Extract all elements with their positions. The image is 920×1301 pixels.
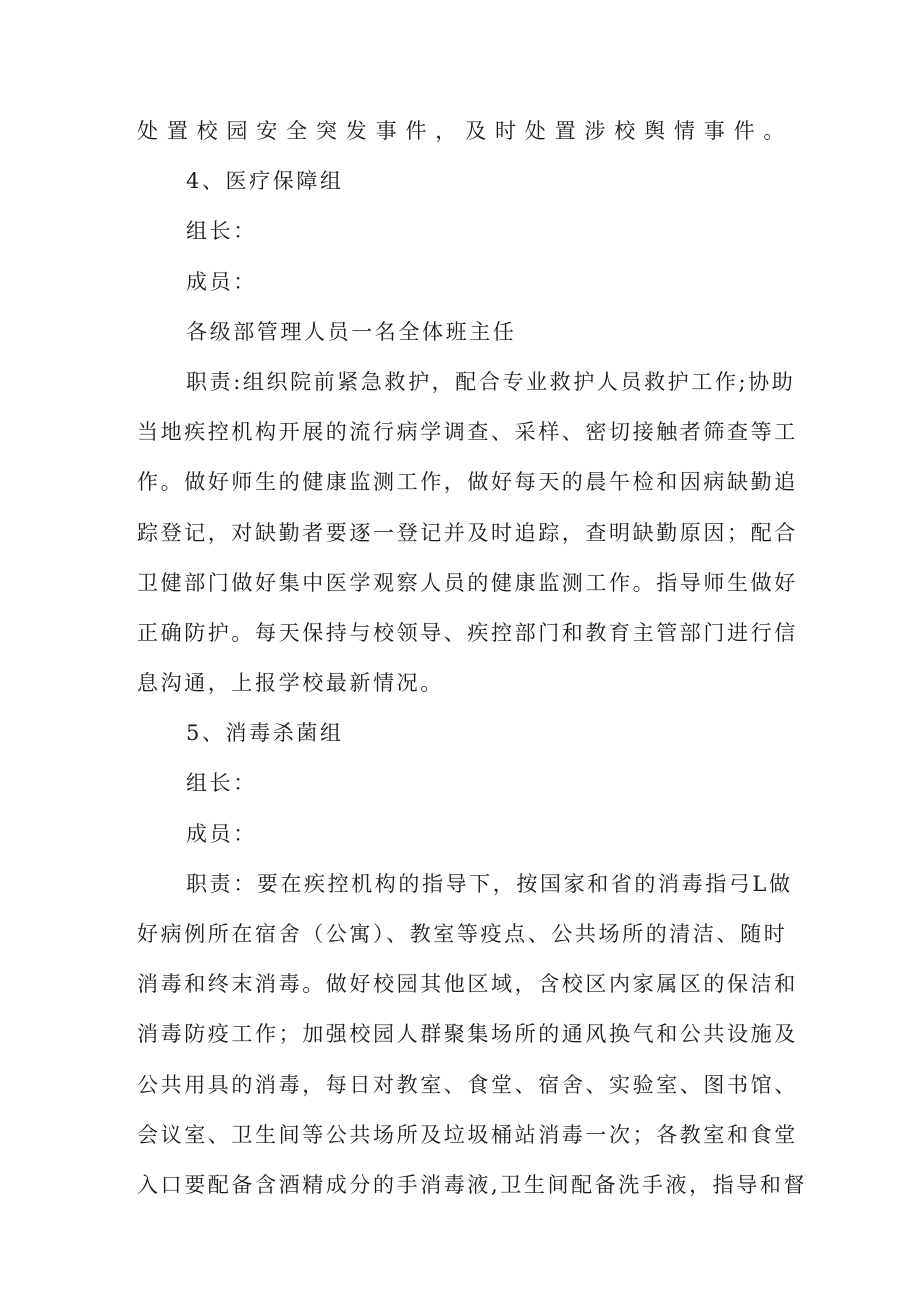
group-members-label xyxy=(137,815,787,865)
paragraph-line xyxy=(137,514,798,564)
section-heading-disinfection xyxy=(137,714,787,764)
paragraph-line xyxy=(137,1066,798,1116)
body-text: 职责:组织院前紧急救护，配合专业救护人员救护工作;协助 xyxy=(186,369,796,394)
paragraph-line xyxy=(137,413,798,463)
members-list xyxy=(137,313,787,363)
body-text: 作。做好师生的健康监测工作，做好每天的晨午检和因病缺勤追 xyxy=(137,470,798,495)
paragraph-line xyxy=(137,1015,798,1065)
body-text: 踪登记，对缺勤者要逐一登记并及时追踪，查明缺勤原因；配合 xyxy=(137,520,798,545)
body-text: 入口要配备含酒精成分的手消毒液,卫生间配备洗手液，指导和督 xyxy=(137,1172,808,1197)
body-text: 消毒防疫工作；加强校园人群聚集场所的通风换气和公共设施及 xyxy=(137,1022,798,1047)
paragraph-line xyxy=(137,865,793,915)
paragraph-line xyxy=(137,965,798,1015)
body-text: 各级部管理人员一名全体班主任 xyxy=(186,319,517,344)
paragraph-line xyxy=(137,463,798,513)
paragraph-line xyxy=(137,915,787,965)
body-text: 职责：要在疾控机构的指导下，按国家和省的消毒指弓L做 xyxy=(186,871,793,896)
group-leader-label xyxy=(137,764,787,814)
paragraph-line xyxy=(137,112,787,162)
label-text: 组长： xyxy=(186,219,257,244)
paragraph-line xyxy=(137,1116,798,1166)
paragraph-line xyxy=(137,664,787,714)
heading-text: 5、消毒杀菌组 xyxy=(186,721,344,746)
body-text: 卫健部门做好集中医学观察人员的健康监测工作。指导师生做好 xyxy=(137,570,798,595)
section-heading-medical xyxy=(137,162,787,212)
body-text: 息沟通，上报学校最新情况。 xyxy=(137,671,444,696)
body-text: 消毒和终末消毒。做好校园其他区域，含校区内家属区的保洁和 xyxy=(137,972,798,997)
group-members-label xyxy=(137,263,787,313)
paragraph-line xyxy=(137,614,798,664)
body-text: 正确防护。每天保持与校领导、疾控部门和教育主管部门进行信 xyxy=(137,620,798,645)
paragraph-line xyxy=(137,564,798,614)
paragraph-line xyxy=(137,1166,808,1216)
body-text: 当地疾控机构开展的流行病学调查、采样、密切接触者筛查等工 xyxy=(137,420,798,445)
label-text: 成员： xyxy=(186,269,257,294)
label-text: 组长： xyxy=(186,771,257,796)
body-text: 好病例所在宿舍（公寓）、教室等疫点、公共场所的清洁、随时 xyxy=(137,922,788,946)
body-text: 处置校园安全突发事件，及时处置涉校舆情事件。 xyxy=(137,119,787,143)
document-page xyxy=(137,112,808,1216)
body-text: 会议室、卫生间等公共场所及垃圾桶站消毒一次；各教室和食堂 xyxy=(137,1122,798,1147)
body-text: 公共用具的消毒，每日对教室、食堂、宿舍、实验室、图书馆、 xyxy=(137,1072,798,1097)
group-leader-label xyxy=(137,212,787,262)
paragraph-line xyxy=(137,363,796,413)
label-text: 成员： xyxy=(186,821,257,846)
heading-text: 4、医疗保障组 xyxy=(186,169,344,194)
